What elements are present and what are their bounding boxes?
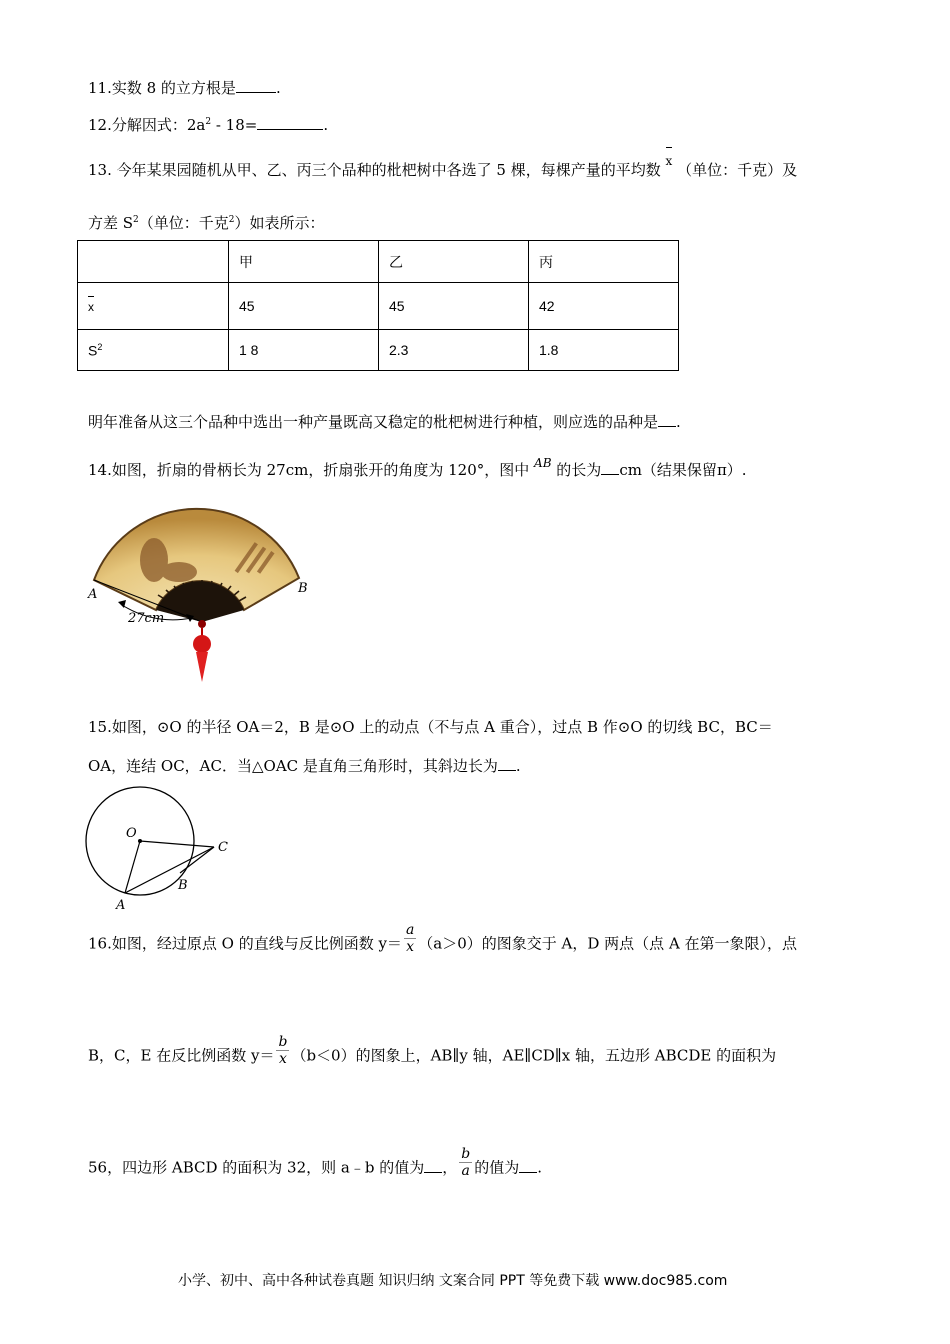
table-cell: 乙 bbox=[379, 241, 529, 283]
fraction-b-over-x bbox=[276, 1034, 289, 1067]
question-15-line1 bbox=[88, 717, 773, 737]
q16-blank-2 bbox=[519, 1158, 537, 1173]
q12-end: . bbox=[323, 116, 329, 134]
question-13-ask bbox=[88, 412, 681, 432]
table-cell: 1.8 bbox=[529, 330, 679, 371]
point-o bbox=[138, 839, 142, 843]
q14-blank bbox=[601, 460, 619, 475]
table-cell: 丙 bbox=[529, 241, 679, 283]
label-o: O bbox=[126, 826, 137, 841]
label-c: C bbox=[218, 840, 228, 855]
question-12 bbox=[88, 112, 328, 135]
q16-line3a: 56，四边形 ABCD 的面积为 32，则 a﹣b 的值为 bbox=[88, 1158, 425, 1177]
q13-line2a: 方差 S bbox=[88, 214, 134, 232]
folding-fan-figure bbox=[84, 500, 324, 690]
label-27cm: 27cm bbox=[128, 611, 165, 626]
variance-sup: 2 bbox=[97, 341, 103, 352]
q13-line1-tail: （单位：千克）及 bbox=[677, 161, 798, 179]
frac2-numerator: b bbox=[278, 1034, 288, 1050]
q13-xbar: x bbox=[666, 151, 673, 171]
segment-bc bbox=[180, 847, 214, 873]
q11-blank bbox=[236, 78, 276, 93]
frac2-denominator: x bbox=[279, 1051, 287, 1067]
table-cell: 1 8 bbox=[229, 330, 379, 371]
fraction-b-over-a bbox=[459, 1146, 472, 1179]
fraction-a-over-x bbox=[404, 922, 416, 955]
segment-oc bbox=[140, 841, 214, 847]
label-a: A bbox=[88, 587, 98, 602]
table-header-row bbox=[78, 241, 679, 283]
stats-table bbox=[77, 240, 679, 371]
q11-text: 11.实数 8 的立方根是 bbox=[88, 79, 236, 97]
q16-line2b: （b＜0）的图象上，AB∥y 轴，AE∥CD∥x 轴，五边形 ABCDE 的面积为 bbox=[291, 1046, 777, 1065]
tassel bbox=[196, 652, 208, 682]
q16-line2a: B，C，E 在反比例函数 y＝ bbox=[88, 1046, 275, 1065]
fan-pivot bbox=[198, 620, 206, 628]
q13-question: 明年准备从这三个品种中选出一种产量既高又稳定的枇杷树进行种植，则应选的品种是 bbox=[88, 413, 659, 431]
question-13-line2 bbox=[88, 210, 325, 233]
q13-line2b: （单位：千克 bbox=[138, 214, 229, 232]
label-b: B bbox=[298, 581, 308, 596]
q12-sup: 2 bbox=[205, 117, 212, 127]
question-16-line2 bbox=[88, 1034, 777, 1073]
frac1-denominator: x bbox=[406, 939, 415, 955]
q15-line2: OA，连结 OC，AC．当△OAC 是直角三角形时，其斜边长为 bbox=[88, 757, 498, 775]
segment-oa bbox=[125, 841, 140, 893]
table-cell: 42 bbox=[529, 283, 679, 330]
question-11 bbox=[88, 78, 281, 98]
question-15-line2 bbox=[88, 756, 521, 776]
q15-blank bbox=[498, 756, 516, 771]
tassel-knot bbox=[193, 635, 211, 653]
circle-figure bbox=[80, 785, 250, 915]
variance-symbol: S bbox=[88, 342, 98, 359]
q15-end: . bbox=[515, 757, 521, 775]
q16-line3c: 的值为 bbox=[474, 1158, 520, 1177]
frac3-numerator: b bbox=[461, 1146, 471, 1162]
question-16-line1 bbox=[88, 922, 798, 961]
question-16-line3 bbox=[88, 1146, 542, 1185]
table-row-mean bbox=[78, 283, 679, 330]
frac3-denominator: a bbox=[461, 1163, 470, 1179]
q13-line2-sup: 2 bbox=[133, 215, 139, 225]
q16-line1b: （a＞0）的图象交于 A，D 两点（点 A 在第一象限），点 bbox=[418, 934, 798, 953]
table-cell bbox=[78, 330, 229, 371]
mean-symbol: x bbox=[88, 300, 94, 314]
q13-end: . bbox=[676, 413, 681, 431]
frac1-numerator: a bbox=[405, 922, 415, 938]
table-cell: 甲 bbox=[229, 241, 379, 283]
question-14 bbox=[88, 456, 747, 481]
q12-text-b: - 18= bbox=[211, 116, 258, 134]
q15-line1: 15.如图，⊙O 的半径 OA＝2，B 是⊙O 上的动点（不与点 A 重合），过点 B 作⊙O 的切线 BC，BC＝ bbox=[88, 718, 773, 736]
q16-line1a: 16.如图，经过原点 O 的直线与反比例函数 y＝ bbox=[88, 934, 402, 953]
q14-text-c: cm（结果保留π）. bbox=[619, 461, 747, 479]
q16-blank-1 bbox=[424, 1158, 442, 1173]
q12-text-a: 12.分解因式：2a bbox=[88, 116, 206, 134]
table-row-variance bbox=[78, 330, 679, 371]
q14-text-a: 14.如图，折扇的骨柄长为 27cm，折扇张开的角度为 120°，图中 bbox=[88, 461, 530, 479]
q13-line2c: ）如表所示： bbox=[234, 214, 325, 232]
q14-text-b: 的长为 bbox=[556, 461, 602, 479]
q16-end: . bbox=[537, 1158, 542, 1177]
q11-end: . bbox=[275, 79, 281, 97]
table-cell: 45 bbox=[379, 283, 529, 330]
q13-line2-sup2: 2 bbox=[228, 215, 235, 225]
q13-blank bbox=[658, 412, 676, 427]
label-a: A bbox=[116, 898, 126, 913]
q13-line1: 13. 今年某果园随机从甲、乙、丙三个品种的枇杷树中各选了 5 棵，每棵产量的平均数 bbox=[88, 161, 661, 179]
arc-ab-label: AB bbox=[534, 456, 552, 470]
table-cell bbox=[78, 241, 229, 283]
table-cell bbox=[78, 283, 229, 330]
table-cell: 2.3 bbox=[379, 330, 529, 371]
question-13-line1 bbox=[88, 154, 798, 181]
page-footer: 小学、初中、高中各种试卷真题 知识归纳 文案合同 PPT 等免费下载 www.doc985.com bbox=[178, 1273, 728, 1289]
label-b: B bbox=[178, 878, 188, 893]
q12-blank bbox=[257, 115, 323, 130]
table-cell: 45 bbox=[229, 283, 379, 330]
q16-line3b: ， bbox=[442, 1158, 458, 1177]
